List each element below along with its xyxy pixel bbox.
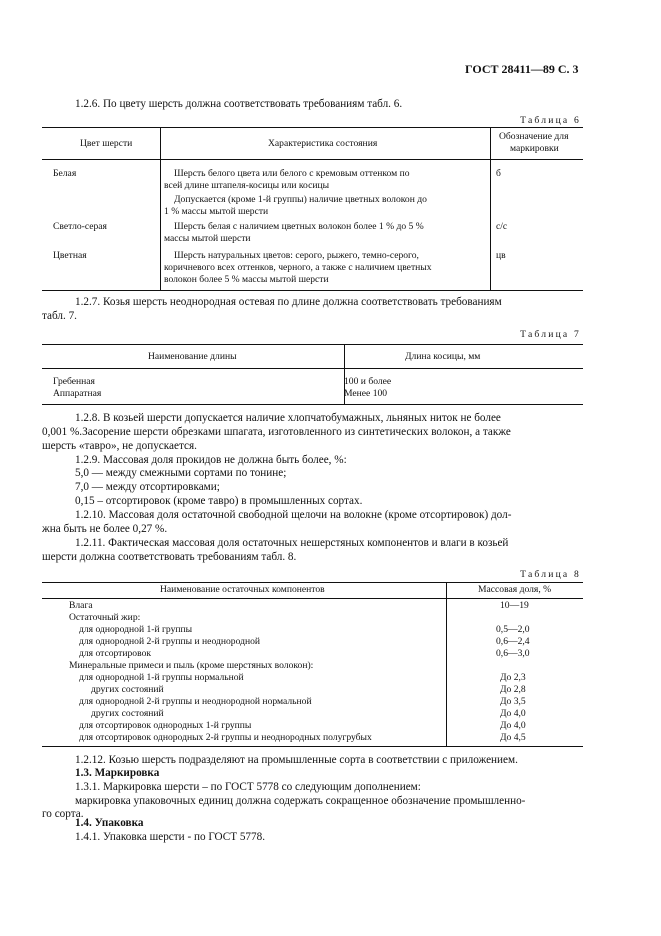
page-header: ГОСТ 28411—89 С. 3 bbox=[465, 62, 579, 76]
table6-cell: волокон более 5 % массы мытой шерсти bbox=[164, 274, 329, 285]
table8-cell: До 4,0 bbox=[500, 720, 526, 731]
table7-cell: 100 и более bbox=[344, 376, 392, 387]
table6-cell: Белая bbox=[53, 168, 77, 179]
paragraph-1-2-9-item: 7,0 — между отсортировками; bbox=[75, 481, 220, 493]
paragraph-1-4-1: 1.4.1. Упаковка шерсти - по ГОСТ 5778. bbox=[75, 831, 266, 843]
table8-cell: 10—19 bbox=[500, 600, 529, 611]
paragraph-1-2-7: 1.2.7. Козья шерсть неоднородная остевая по длине должна соответствовать требованиям bbox=[75, 296, 502, 308]
paragraph-1-2-6: 1.2.6. По цвету шерсть должна соответствовать требованиям табл. 6. bbox=[75, 98, 403, 110]
paragraph-1-3-1-cont: го сорта. bbox=[42, 808, 84, 820]
table8-cell: для однородной 1-й группы bbox=[79, 624, 193, 635]
table7-cell: Гребенная bbox=[53, 376, 95, 387]
table6-header-mark-line2: маркировки bbox=[510, 143, 559, 154]
table8-cell: для отсортировок однородных 1-й группы bbox=[79, 720, 252, 731]
table7-cell: Аппаратная bbox=[53, 388, 102, 399]
table6-cell: всей длине штапеля-косицы или косицы bbox=[164, 180, 330, 191]
table6-cell: Шерсть натуральных цветов: серого, рыжего, темно-серого, bbox=[174, 250, 419, 261]
paragraph-1-2-9-item: 5,0 — между смежными сортами по тонине; bbox=[75, 467, 287, 479]
table6-cell: 1 % массы мытой шерсти bbox=[164, 206, 269, 217]
table8-cell: Минеральные примеси и пыль (кроме шерстяных волокон): bbox=[69, 660, 314, 671]
section-1-3-heading: 1.3. Маркировка bbox=[75, 767, 160, 779]
table7-caption: Таблица 7 bbox=[520, 329, 581, 340]
paragraph-1-2-7-cont: табл. 7. bbox=[42, 310, 77, 322]
table7-bottom-rule bbox=[42, 404, 583, 405]
table8-cell: 0,6—3,0 bbox=[496, 648, 530, 659]
table6-header-rule bbox=[42, 159, 583, 160]
table8-header-share: Массовая доля, % bbox=[478, 584, 552, 595]
table6-cell: массы мытой шерсти bbox=[164, 233, 251, 244]
table6-header-mark-line1: Обозначение для bbox=[499, 131, 569, 142]
table8-cell: 0,5—2,0 bbox=[496, 624, 530, 635]
table6-top-rule bbox=[42, 127, 583, 128]
paragraph-1-2-8: 1.2.8. В козьей шерсти допускается наличие хлопчатобумажных, льняных ниток не более bbox=[75, 412, 501, 424]
paragraph-1-3-1-cont: маркировка упаковочных единиц должна содержать сокращенное обозначение промышленно- bbox=[75, 795, 526, 807]
table6-cell: Шерсть белого цвета или белого с кремовым оттенком по bbox=[174, 168, 410, 179]
table6-header-color: Цвет шерсти bbox=[80, 138, 133, 149]
table6-col-divider bbox=[490, 127, 491, 290]
table6-cell: с/с bbox=[496, 221, 508, 232]
table8-cell: других состояний bbox=[91, 684, 164, 695]
table8-caption: Таблица 8 bbox=[520, 569, 581, 580]
table8-header-name: Наименование остаточных компонентов bbox=[160, 584, 325, 595]
table6-cell: Допускается (кроме 1-й группы) наличие цветных волокон до bbox=[174, 194, 427, 205]
table8-cell: для однородной 1-й группы нормальной bbox=[79, 672, 244, 683]
table6-bottom-rule bbox=[42, 290, 583, 291]
table6-cell: Цветная bbox=[53, 250, 87, 261]
table6-header-state: Характеристика состояния bbox=[268, 138, 378, 149]
table7-top-rule bbox=[42, 344, 583, 345]
table6-cell: коричневого всех оттенков, черного, а также с наличием цветных bbox=[164, 262, 432, 273]
paragraph-1-3-1: 1.3.1. Маркировка шерсти – по ГОСТ 5778 со следующим дополнением: bbox=[75, 781, 421, 793]
table7-cell: Менее 100 bbox=[344, 388, 388, 399]
table6-cell: Светло-серая bbox=[53, 221, 107, 232]
table8-header-rule bbox=[42, 598, 583, 599]
table6-caption: Таблица 6 bbox=[520, 115, 581, 126]
table6-cell: б bbox=[496, 168, 501, 179]
table8-cell: До 4,0 bbox=[500, 708, 526, 719]
table8-cell: для отсортировок bbox=[79, 648, 152, 659]
table7-header-rule bbox=[42, 368, 583, 369]
paragraph-1-2-9: 1.2.9. Массовая доля прокидов не должна быть более, %: bbox=[75, 454, 347, 466]
table7-header-length: Длина косицы, мм bbox=[405, 351, 481, 362]
table8-cell: для отсортировок однородных 2-й группы и неоднородных полугрубых bbox=[79, 732, 372, 743]
table8-cell: Остаточный жир: bbox=[69, 612, 141, 623]
table8-cell: 0,6—2,4 bbox=[496, 636, 530, 647]
table8-top-rule bbox=[42, 582, 583, 583]
table7-header-name: Наименование длины bbox=[148, 351, 237, 362]
section-1-4-heading: 1.4. Упаковка bbox=[75, 817, 144, 829]
table8-cell: До 2,3 bbox=[500, 672, 526, 683]
table8-cell: Влага bbox=[69, 600, 93, 611]
table8-bottom-rule bbox=[42, 746, 583, 747]
paragraph-1-2-11-cont: шерсти должна соответствовать требованиям табл. 8. bbox=[42, 551, 297, 563]
table8-cell: До 4,5 bbox=[500, 732, 526, 743]
paragraph-1-2-8-cont: 0,001 %.Засорение шерсти обрезками шпагата, изготовленного из синтетических волокон, а также bbox=[42, 426, 511, 438]
table8-cell: для однородной 2-й группы и неоднородной bbox=[79, 636, 261, 647]
paragraph-1-2-12: 1.2.12. Козью шерсть подразделяют на промышленные сорта в соответствии с приложением. bbox=[75, 754, 518, 766]
table6-col-divider bbox=[160, 127, 161, 290]
paragraph-1-2-10-cont: жна быть не более 0,27 %. bbox=[42, 523, 168, 535]
paragraph-1-2-8-cont: шерсть «тавро», не допускается. bbox=[42, 440, 197, 452]
paragraph-1-2-10: 1.2.10. Массовая доля остаточной свободной щелочи на волокне (кроме отсортировок) дол- bbox=[75, 509, 512, 521]
table8-col-divider bbox=[446, 582, 447, 746]
paragraph-1-2-11: 1.2.11. Фактическая массовая доля остаточных нешерстяных компонентов и влаги в козьей bbox=[75, 537, 509, 549]
table8-cell: для однородной 2-й группы и неоднородной нормальной bbox=[79, 696, 312, 707]
table8-cell: других состояний bbox=[91, 708, 164, 719]
table8-cell: До 3,5 bbox=[500, 696, 526, 707]
paragraph-1-2-9-item: 0,15 – отсортировок (кроме тавро) в промышленных сортах. bbox=[75, 495, 363, 507]
table6-cell: цв bbox=[496, 250, 506, 261]
table8-cell: До 2,8 bbox=[500, 684, 526, 695]
table6-cell: Шерсть белая с наличием цветных волокон более 1 % до 5 % bbox=[174, 221, 424, 232]
